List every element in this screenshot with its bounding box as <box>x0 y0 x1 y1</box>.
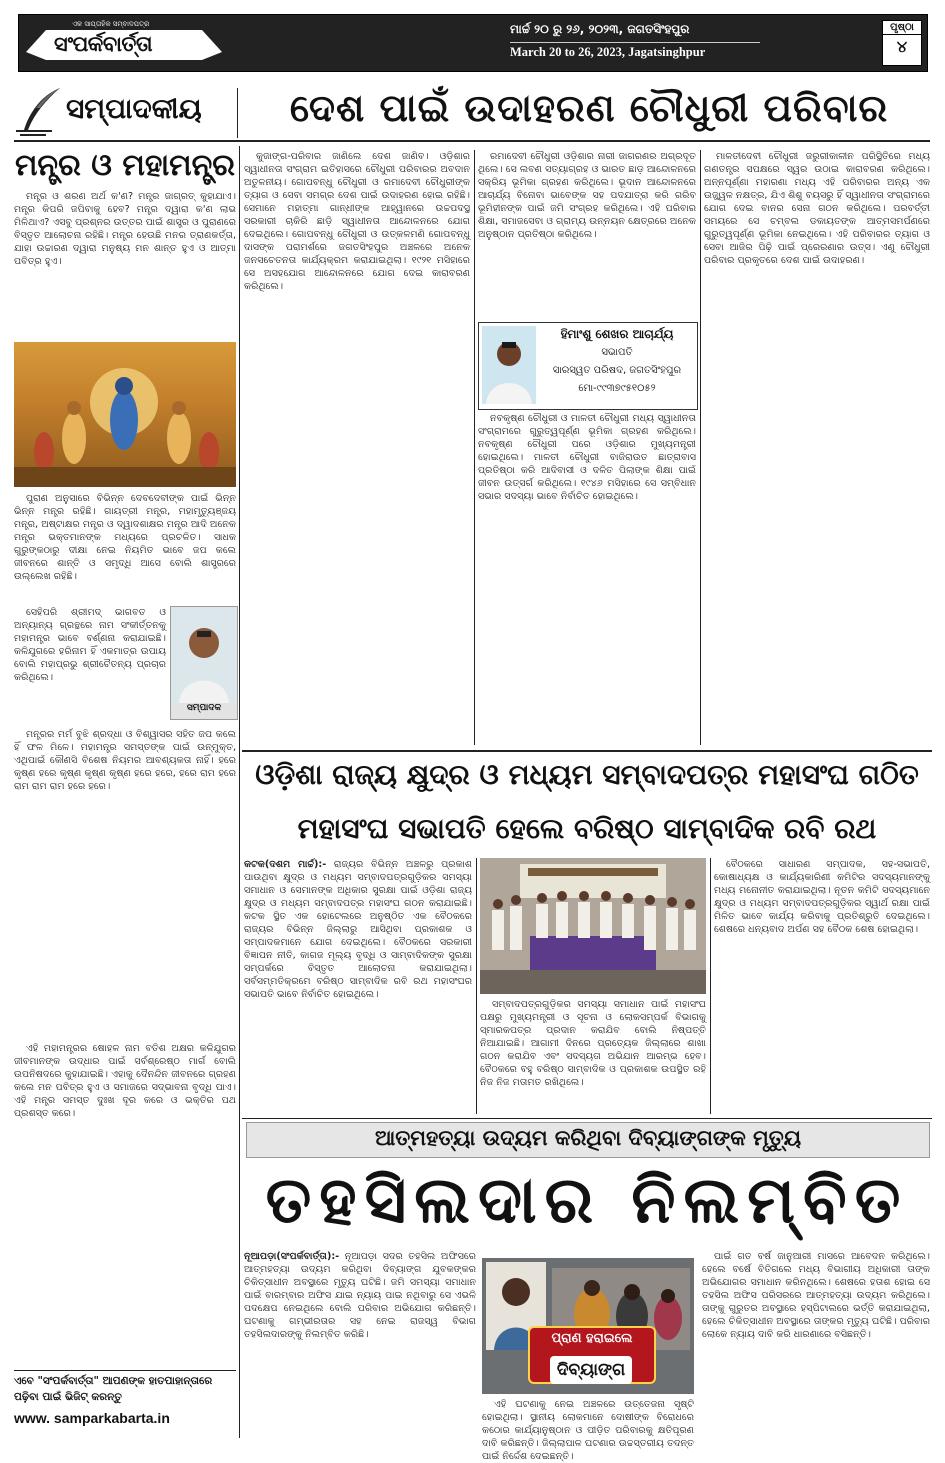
chowdhury-col-1-text: କୁଜାଙ୍ଗ-ପରିବାର ଜାଣିଲେ ଦେଶ ଜାଣିବ। ଓଡ଼ିଶାର ସ୍ୱାଧୀନତା ସଂଗ୍ରାମ ଇତିହାସରେ ଚୌଧୁରୀ ପରିବାରର ଅବଦାନ ଅତୁଳନୀୟ। ଗୋପବନ୍ଧୁ ଚୌଧୁରୀ ଓ ରମାଦେବୀ ଚୌଧୁରୀଙ୍କ ତ୍ୟାଗ ଓ ସେବା ସମଗ୍ର ଦେଶ ପାଇଁ ଉଦାହରଣ ହୋଇ ରହିଛି। ସେମାନେ ମହାତ୍ମା ଗାନ୍ଧୀଙ୍କ ଆହ୍ୱାନରେ ଉଚ୍ଚପଦସ୍ଥ ସରକାରୀ ଚାକିରି ଛାଡ଼ି ସ୍ୱାଧୀନତା ଆନ୍ଦୋଳନରେ ଯୋଗ ଦେଇଥିଲେ। ଗୋପବନ୍ଧୁ ଚୌଧୁରୀ ଓ ଉତ୍କଳମଣି ଗୋପବନ୍ଧୁ ଦାସଙ୍କ ପରାମର୍ଶରେ ଜଗତସିଂହପୁର ଅଞ୍ଚଳରେ ଅନେକ ଜନସଚେତନତା କାର୍ଯ୍ୟକ୍ରମ କରାଯାଇଥିଲା। ୧୯୨୧ ମସିହାରେ ସେ ଅସହଯୋଗ ଆନ୍ଦୋଳନରେ ଯୋଗ ଦେଇ କାରାବରଣ କରିଥିଲେ। <box>244 151 470 292</box>
promo-line-2: ପଢ଼ିବା ପାଇଁ ଭିଜିଟ୍ କରନ୍ତୁ <box>14 1391 122 1403</box>
association-col-1-paragraph <box>244 858 472 1001</box>
banner-bottom-rule <box>14 140 930 142</box>
editor-caption: ସମ୍ପାଦକ <box>186 703 222 713</box>
association-col-2 <box>480 998 706 1114</box>
chowdhury-col-3 <box>704 150 930 745</box>
promo-url-link[interactable]: www. samparkabarta.in <box>14 1410 170 1426</box>
banner-divider-vertical <box>237 88 238 138</box>
tahasildar-col-2 <box>482 1398 694 1462</box>
editorial-body-1-text: ପୁରାଣ ଅନୁସାରେ ବିଭିନ୍ନ ଦେବଦେବୀଙ୍କ ପାଇଁ ଭିନ୍ନ ଭିନ୍ନ ମନ୍ତ୍ର ରହିଛି। ଗାୟତ୍ରୀ ମନ୍ତ୍ର, ମହାମୃତ୍ୟୁଞ୍ଜୟ ମନ୍ତ୍ର, ଅଷ୍ଟାକ୍ଷର ମନ୍ତ୍ର ଓ ଦ୍ୱାଦଶାକ୍ଷର ମନ୍ତ୍ର ଆଦି ଅନେକ ମନ୍ତ୍ର ଭକ୍ତମାନଙ୍କ ମଧ୍ୟରେ ପ୍ରଚଳିତ। ସାଧକ ଗୁରୁଙ୍କଠାରୁ ଦୀକ୍ଷା ନେଇ ନିୟମିତ ଭାବେ ଜପ କଲେ ଜୀବନରେ ଶାନ୍ତି ଓ ସମୃଦ୍ଧି ଆସେ ବୋଲି ଶାସ୍ତ୍ରରେ ଉଲ୍ଲେଖ ରହିଛି। <box>14 493 236 582</box>
author-org: ସାରସ୍ୱତ ପରିଷଦ, ଜଗତସିଂହପୁର <box>552 365 682 376</box>
association-col-1-text: ରାଜ୍ୟର ବିଭିନ୍ନ ଅଞ୍ଚଳରୁ ପ୍ରକାଶ ପାଉଥିବା କ୍ଷୁଦ୍ର ଓ ମଧ୍ୟମ ସମ୍ବାଦପତ୍ରଗୁଡ଼ିକର ସମସ୍ୟା ସମାଧାନ ଓ ସେମାନଙ୍କ ଅଧିକାର ସୁରକ୍ଷା ପାଇଁ ଓଡ଼ିଶା ରାଜ୍ୟ କ୍ଷୁଦ୍ର ଓ ମଧ୍ୟମ ସମ୍ବାଦପତ୍ର ମହାସଂଘ ଗଠନ କରାଯାଇଛି। କଟକ ସ୍ଥିତ ଏକ ହୋଟେଲରେ ଅନୁଷ୍ଠିତ ଏକ ବୈଠକରେ ରାଜ୍ୟର ବିଭିନ୍ନ ଜିଲ୍ଲାରୁ ଆସିଥିବା ପ୍ରକାଶକ ଓ ସମ୍ପାଦକମାନେ ଯୋଗ ଦେଇଥିଲେ। ବୈଠକରେ ସରକାରୀ ବିଜ୍ଞାପନ ନୀତି, କାଗଜ ମୂଲ୍ୟ ବୃଦ୍ଧି ଓ ସାମ୍ବାଦିକଙ୍କ ସୁରକ୍ଷା ସମ୍ପର୍କରେ ବିସ୍ତୃତ ଆଲୋଚନା କରାଯାଇଥିଲା। ସର୍ବସମ୍ମତିକ୍ରମେ ବରିଷ୍ଠ ସାମ୍ବାଦିକ ରବି ରଥ ମହାସଂଘର ସଭାପତି ଭାବେ ନିର୍ବାଚିତ ହୋଇଥିଲେ। <box>244 859 472 1000</box>
tahasildar-col-1-text: ନୂଆପଡ଼ା ସଦର ତହସିଲ ଅଫିସରେ ଆତ୍ମହତ୍ୟା ଉଦ୍ୟମ କରିଥିବା ଦିବ୍ୟାଙ୍ଗ ଯୁବକଙ୍କର ଚିକିତ୍ସାଧୀନ ଅବସ୍ଥାରେ ମୃତ୍ୟୁ ଘଟିଛି। ଜମି ସମସ୍ୟା ସମାଧାନ ପାଇଁ ବାରମ୍ବାର ଅଫିସ ଯାଇ ନ୍ୟାୟ ପାଇ ନଥିବାରୁ ସେ ଏଭଳି ପଦକ୍ଷେପ ନେଇଥିଲେ ବୋଲି ପରିବାର ଅଭିଯୋଗ କରିଛନ୍ତି। ଘଟଣାକୁ ଗମ୍ଭୀରତାର ସହ ନେଇ ରାଜସ୍ୱ ବିଭାଗ ତହସିଲଦାରଙ୍କୁ ନିଲମ୍ବିତ କରିଛି। <box>244 1251 476 1340</box>
association-col-2-text: ସମ୍ବାଦପତ୍ରଗୁଡ଼ିକର ସମସ୍ୟା ସମାଧାନ ପାଇଁ ମହାସଂଘ ପକ୍ଷରୁ ମୁଖ୍ୟମନ୍ତ୍ରୀ ଓ ସୂଚନା ଓ ଲୋକସମ୍ପର୍କ ବିଭାଗକୁ ସ୍ମାରକପତ୍ର ପ୍ରଦାନ କରାଯିବ ବୋଲି ନିଷ୍ପତ୍ତି ନିଆଯାଇଛି। ଆଗାମୀ ଦିନରେ ପ୍ରତ୍ୟେକ ଜିଲ୍ଲାରେ ଶାଖା ଗଠନ କରାଯିବ ଏବଂ ସଦସ୍ୟତା ଅଭିଯାନ ଆରମ୍ଭ ହେବ। ବୈଠକରେ ବହୁ ବରିଷ୍ଠ ସାମ୍ବାଦିକ ଓ ପ୍ରକାଶକ ଉପସ୍ଥିତ ରହି ନିଜ ନିଜ ମତାମତ ରଖିଥିଲେ। <box>480 999 706 1088</box>
author-phone: ମୋ-୯୯୩୭୯୫୧୦୫୨ <box>578 383 656 394</box>
editorial-quill-icon <box>14 86 64 138</box>
divyang-caption-2: ଦିବ୍ୟାଙ୍ଗ <box>556 1360 626 1380</box>
chowdhury-col-4-text: ମାଳତୀଦେବୀ ଚୌଧୁରୀ ଜରୁରୀକାଳୀନ ପରିସ୍ଥିତିରେ ମଧ୍ୟ ଗଣତନ୍ତ୍ର ସପକ୍ଷରେ ସ୍ୱର ଉଠାଇ କାରାବରଣ କରିଥିଲେ। ଅନ୍ନପୂର୍ଣ୍ଣା ମହାରଣା ମଧ୍ୟ ଏହି ପରିବାରର ଅନ୍ୟ ଏକ ଉଜ୍ଜ୍ୱଳ ନକ୍ଷତ୍ର, ଯିଏ ଶିଶୁ ବୟସରୁ ହିଁ ସ୍ୱାଧୀନତା ସଂଗ୍ରାମରେ ଯୋଗ ଦେଇ ବାନର ସେନା ଗଠନ କରିଥିଲେ। ପରବର୍ତ୍ତୀ ସମୟରେ ସେ ଚମ୍ବଲ ଡକାୟତଙ୍କ ଆତ୍ମସମର୍ପଣରେ ଗୁରୁତ୍ୱପୂର୍ଣ୍ଣ ଭୂମିକା ନେଇଥିଲେ। ଏହି ପରିବାରର ତ୍ୟାଗ ଓ ସେବା ଆଜିର ପିଢ଼ି ପାଇଁ ପ୍ରେରଣାର ଉତ୍ସ। ଏଣୁ ଚୌଧୁରୀ ପରିବାର ପ୍ରକୃତରେ ଦେଶ ପାଇଁ ଉଦାହରଣ। <box>704 151 930 266</box>
divyang-caption-2-box <box>550 1356 632 1384</box>
editorial-body-2-text: ସେହିପରି ଶ୍ରୀମଦ୍ ଭାଗବତ ଓ ଅନ୍ୟାନ୍ୟ ଗ୍ରନ୍ଥରେ ନାମ ସଂକୀର୍ତ୍ତନକୁ ମହାମନ୍ତ୍ର ଭାବେ ବର୍ଣ୍ଣନା କରାଯାଇଛି। କଳିଯୁଗରେ ହରିନାମ ହିଁ ଏକମାତ୍ର ଉପାୟ ବୋଲି ମହାପ୍ରଭୁ ଶ୍ରୀଚୈତନ୍ୟ ପ୍ରଚାର କରିଥିଲେ। <box>14 607 166 683</box>
tahasildar-kicker: ଆତ୍ମହତ୍ୟା ଉଦ୍ୟମ କରିଥିବା ଦିବ୍ୟାଙ୍ଗଙ୍କ ମୃତ୍ୟୁ <box>374 1126 802 1150</box>
editorial-intro <box>14 190 236 340</box>
editor-photo <box>170 606 238 720</box>
masthead-date-english: March 20 to 26, 2023, Jagatsinghpur <box>510 45 706 59</box>
association-headline-1: ଓଡ଼ିଶା ରାଜ୍ୟ କ୍ଷୁଦ୍ର ଓ ମଧ୍ୟମ ସମ୍ବାଦପତ୍ର ମହାସଂଘ ଗଠିତ <box>255 758 919 791</box>
chowdhury-bottom-rule <box>242 750 932 752</box>
chowdhury-col-1 <box>244 150 470 745</box>
tahasildar-dateline: ନୂଆପଡ଼ା(ସଂପର୍କବାର୍ତ୍ତା):- <box>244 1251 340 1262</box>
chowdhury-col-2-text: ରମାଦେବୀ ଚୌଧୁରୀ ଓଡ଼ିଶାର ନାରୀ ଜାଗରଣର ଅଗ୍ରଦୂତ ଥିଲେ। ସେ ଲବଣ ସତ୍ୟାଗ୍ରହ ଓ ଭାରତ ଛାଡ଼ ଆନ୍ଦୋଳନରେ ସକ୍ରିୟ ଭୂମିକା ଗ୍ରହଣ କରିଥିଲେ। ଭୂଦାନ ଆନ୍ଦୋଳନରେ ଆଚାର୍ଯ୍ୟ ବିନୋବା ଭାବେଙ୍କ ସହ ପଦଯାତ୍ରା କରି ଗରିବ ଭୂମିହୀନଙ୍କ ପାଇଁ ଜମି ସଂଗ୍ରହ କରିଥିଲେ। ଏହି ପରିବାର ଶିକ୍ଷା, ସମାଜସେବା ଓ ଗ୍ରାମ୍ୟ ଉନ୍ନୟନ କ୍ଷେତ୍ରରେ ଅନେକ ଅନୁଷ୍ଠାନ ପ୍ରତିଷ୍ଠା କରିଥିଲେ। <box>478 151 696 240</box>
editorial-body-2 <box>14 606 166 726</box>
divyang-caption-1: ପ୍ରାଣ ହରାଇଲେ <box>551 1331 633 1346</box>
association-bottom-rule <box>242 1118 932 1119</box>
author-portrait <box>482 326 536 404</box>
editorial-body-3-text: ମନ୍ତ୍ରର ମର୍ମ ବୁଝି ଶ୍ରଦ୍ଧା ଓ ବିଶ୍ୱାସର ସହିତ ଜପ କଲେ ହିଁ ଫଳ ମିଳେ। ମହାମନ୍ତ୍ର ସମସ୍ତଙ୍କ ପାଇଁ ଉନ୍ମୁକ୍ତ, ଏଥିପାଇଁ କୌଣସି ବିଶେଷ ନିୟମର ଆବଶ୍ୟକତା ନାହିଁ। ହରେ କୃଷ୍ଣ ହରେ କୃଷ୍ଣ କୃଷ୍ଣ କୃଷ୍ଣ ହରେ ହରେ, ହରେ ରାମ ହରେ ରାମ ରାମ ରାମ ହରେ ହରେ। <box>14 729 236 792</box>
tahasildar-col-2-text: ଏହି ଘଟଣାକୁ ନେଇ ଅଞ୍ଚଳରେ ଉତ୍ତେଜନା ସୃଷ୍ଟି ହୋଇଥିଲା। ସ୍ଥାନୀୟ ଲୋକମାନେ ଦୋଷୀଙ୍କ ବିରୋଧରେ କଠୋର କାର୍ଯ୍ୟାନୁଷ୍ଠାନ ଓ ପୀଡ଼ିତ ପରିବାରକୁ କ୍ଷତିପୂରଣ ଦାବି କରିଛନ୍ତି। ଜିଲ୍ଲାପାଳ ଘଟଣାର ଉଚ୍ଚସ୍ତରୀୟ ତଦନ୍ତ ପାଇଁ ନିର୍ଦ୍ଦେଶ ଦେଇଛନ୍ତି। <box>482 1399 694 1462</box>
meeting-scene <box>480 858 706 994</box>
author-name: ହିମାଂଶୁ ଶେଖର ଆଚାର୍ଯ୍ୟ <box>560 327 674 341</box>
association-col-3-text: ବୈଠକରେ ସାଧାରଣ ସମ୍ପାଦକ, ସହ-ସଭାପତି, କୋଷାଧ୍ୟକ୍ଷ ଓ କାର୍ଯ୍ୟକାରିଣୀ କମିଟିର ସଦସ୍ୟମାନଙ୍କୁ ମଧ୍ୟ ମନୋନୀତ କରାଯାଇଥିଲା। ନୂତନ କମିଟି ସଦସ୍ୟମାନେ କ୍ଷୁଦ୍ର ଓ ମଧ୍ୟମ ସମ୍ବାଦପତ୍ରଗୁଡ଼ିକର ସ୍ୱାର୍ଥ ରକ୍ଷା ପାଇଁ ମିଳିତ ଭାବେ କାର୍ଯ୍ୟ କରିବାକୁ ପ୍ରତିଶ୍ରୁତି ଦେଇଥିଲେ। ଶେଷରେ ଧନ୍ୟବାଦ ଅର୍ପଣ ସହ ବୈଠକ ଶେଷ ହୋଇଥିଲା। <box>714 859 930 935</box>
promo-box <box>14 1370 236 1437</box>
editorial-section-label: ସମ୍ପାଦକୀୟ <box>66 92 202 125</box>
author-role: ସଭାପତି <box>601 347 633 358</box>
logo-text: ସଂପର୍କବାର୍ତ୍ତା <box>54 32 153 56</box>
editorial-body-4 <box>14 1042 236 1362</box>
association-headline-2: ମହାସଂଘ ସଭାପତି ହେଲେ ବରିଷ୍ଠ ସାମ୍ବାଦିକ ରବି ରଥ <box>297 812 877 845</box>
author-box <box>478 322 698 410</box>
editor-portrait <box>171 607 237 703</box>
krishna-artwork <box>14 342 236 487</box>
tahasildar-headline: ତହସିଲଦାର ନିଲମ୍ବିତ <box>265 1164 909 1238</box>
masthead <box>18 14 928 72</box>
association-dateline: କଟକ(ଦଶମ ମାର୍ଚ୍ଚ):- <box>244 859 327 870</box>
logo-tagline: ଏକ ସାପ୍ତାହିକ ସମ୍ବାଦପତ୍ର <box>72 20 150 28</box>
page-number: ୪ <box>896 37 908 56</box>
logo <box>26 20 222 64</box>
tahasildar-col-3-text: ପାଇଁ ଗତ ବର୍ଷ ଜାନୁଆରୀ ମାସରେ ଆବେଦନ କରିଥିଲେ। ହେଲେ ବର୍ଷେ ବିତିଗଲେ ମଧ୍ୟ ବିଭାଗୀୟ ଅଧିକାରୀ ତାଙ୍କ ଅଭିଯୋଗର ସମାଧାନ କରିନଥିଲେ। ଶେଷରେ ହତାଶ ହୋଇ ସେ ତହସିଲ ଅଫିସ ପରିସରରେ ଆତ୍ମହତ୍ୟା ଉଦ୍ୟମ କରିଥିଲେ। ତାଙ୍କୁ ଗୁରୁତର ଅବସ୍ଥାରେ ହସ୍ପିଟାଲରେ ଭର୍ତ୍ତି କରାଯାଇଥିଲା, ହେଲେ ଚିକିତ୍ସାଧୀନ ଅବସ୍ଥାରେ ତାଙ୍କର ମୃତ୍ୟୁ ଘଟିଛି। ପରିବାର ଲୋକେ ନ୍ୟାୟ ଦାବି କରି ଧାରଣାରେ ବସିଛନ୍ତି। <box>702 1251 930 1340</box>
tahasildar-col-1-paragraph <box>244 1250 476 1341</box>
editorial-body-4-text: ଏହି ମହାମନ୍ତ୍ରର ଷୋହଳ ନାମ ବତିଶ ଅକ୍ଷର କଳିଯୁଗର ଜୀବମାନଙ୍କ ଉଦ୍ଧାର ପାଇଁ ସର୍ବଶ୍ରେଷ୍ଠ ମାର୍ଗ ବୋଲି ଉପନିଷଦରେ କୁହାଯାଇଛି। ଏହାକୁ ଦୈନନ୍ଦିନ ଜୀବନରେ ଗ୍ରହଣ କଲେ ମନ ପବିତ୍ର ହୁଏ ଓ ସମାଜରେ ସଦ୍ଭାବନା ବୃଦ୍ଧି ପାଏ। ଏହି ମନ୍ତ୍ର ସମସ୍ତ ଦୁଃଖ ଦୂର କରେ ଓ ଭକ୍ତିର ପଥ ପ୍ରଶସ୍ତ କରେ। <box>14 1043 236 1119</box>
krishna-illustration <box>14 342 236 487</box>
chowdhury-col-3-text: ନବକୃଷ୍ଣ ଚୌଧୁରୀ ଓ ମାଳତୀ ଚୌଧୁରୀ ମଧ୍ୟ ସ୍ୱାଧୀନତା ସଂଗ୍ରାମରେ ଗୁରୁତ୍ୱପୂର୍ଣ୍ଣ ଭୂମିକା ଗ୍ରହଣ କରିଥିଲେ। ନବକୃଷ୍ଣ ଚୌଧୁରୀ ପରେ ଓଡ଼ିଶାର ମୁଖ୍ୟମନ୍ତ୍ରୀ ହୋଇଥିଲେ। ମାଳତୀ ଚୌଧୁରୀ ବାଜିରାଉତ ଛାତ୍ରାବାସ ପ୍ରତିଷ୍ଠା କରି ଆଦିବାସୀ ଓ ଦଳିତ ପିଲାଙ୍କ ଶିକ୍ଷା ପାଇଁ ଜୀବନ ଉତ୍ସର୍ଗ କରିଥିଲେ। ୧୯୪୬ ମସିହାରେ ସେ ସମ୍ବିଧାନ ସଭାର ସଦସ୍ୟା ଭାବେ ନିର୍ବାଚିତ ହୋଇଥିଲେ। <box>478 413 696 502</box>
association-col-3 <box>714 858 930 1114</box>
author-photo <box>482 326 536 404</box>
tahasildar-col-3 <box>702 1250 930 1436</box>
chowdhury-divider-1 <box>474 150 475 745</box>
editorial-column-divider <box>239 146 240 1438</box>
chowdhury-col-2a <box>478 150 696 320</box>
tahasildar-kicker-box <box>246 1122 930 1158</box>
chowdhury-divider-2 <box>700 150 701 745</box>
editorial-intro-text: ମନ୍ତ୍ର ଓ ଶରଣ ଅର୍ଥ କ'ଣ? ମନ୍ତ୍ର ଜାଗ୍ରତ୍ କୁହାଯାଏ। ମନ୍ତ୍ର କିପରି ଜପିବାକୁ ହେବ? ମନ୍ତ୍ର ଦ୍ୱାରା କ'ଣ ଲାଭ ମିଳିଥାଏ? ଏସବୁ ପ୍ରଶ୍ନର ଉତ୍ତର ପାଇଁ ଶାସ୍ତ୍ର ଓ ପୁରାଣରେ ବିସ୍ତୃତ ଆଲୋଚନା ରହିଛି। ମନ୍ତ୍ର ହେଉଛି ମନର ତ୍ରାଣକର୍ତ୍ତା, ଯାହା ଉଚ୍ଚାରଣ ଦ୍ୱାରା ମନୁଷ୍ୟ ମନ ଶାନ୍ତ ହୁଏ ଓ ଆତ୍ମା ପବିତ୍ର ହୁଏ। <box>14 191 236 267</box>
association-meeting-photo <box>480 858 706 994</box>
chowdhury-col-2b <box>478 412 696 745</box>
association-divider-2 <box>710 858 711 1114</box>
promo-line-1: ଏବେ "ସଂପର୍କବାର୍ତ୍ତା" ଆପଣଙ୍କ ହାତପାହାନ୍ତାରେ <box>14 1375 213 1387</box>
chowdhury-headline: ଦେଶ ପାଇଁ ଉଦାହରଣ ଚୌଧୁରୀ ପରିବାର <box>289 86 889 130</box>
masthead-date-odia: ମାର୍ଚ୍ଚ ୨୦ ରୁ ୨୬, ୨୦୨୩, ଜଗତସିଂହପୁର <box>510 22 690 36</box>
editorial-title: ମନ୍ତ୍ର ଓ ମହାମନ୍ତ୍ର <box>14 148 236 183</box>
tahasildar-col-1 <box>244 1250 476 1436</box>
editorial-body-3 <box>14 728 236 1038</box>
association-divider-1 <box>476 858 477 1114</box>
page-number-box <box>882 20 922 66</box>
page-label: ପୃଷ୍ଠା <box>883 21 921 35</box>
editorial-body-1 <box>14 492 236 604</box>
masthead-date-divider <box>510 42 760 43</box>
association-col-1 <box>244 858 472 1114</box>
